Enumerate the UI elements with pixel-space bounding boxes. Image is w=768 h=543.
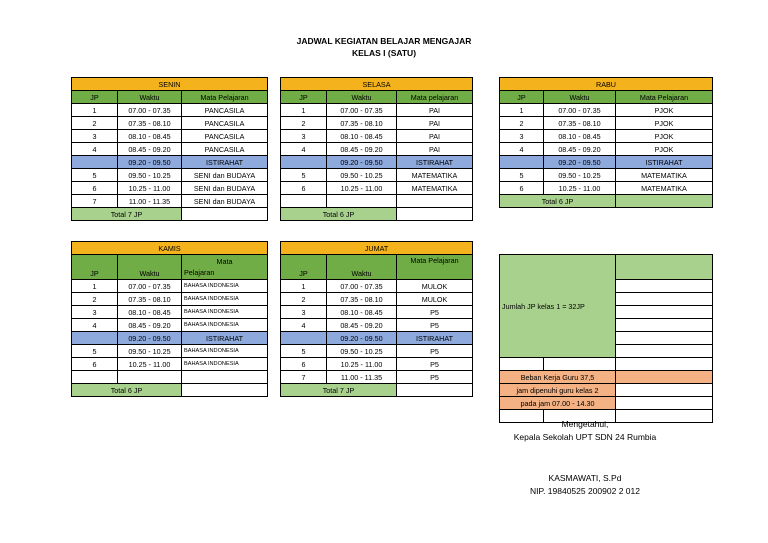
class-subtitle: KELAS I (SATU) (351, 48, 417, 58)
table-row: 6 10.25 - 11.00 P5 (281, 358, 473, 371)
table-row: 7 11.00 - 11.35 SENI dan BUDAYA (72, 195, 268, 208)
table-row: 3 08.10 - 08.45 PANCASILA (72, 130, 268, 143)
table-row: 1 07.00 - 07.35 MULOK (281, 280, 473, 293)
table-row: 7 11.00 - 11.35 P5 (281, 371, 473, 384)
day-header-rabu: RABU (500, 78, 713, 91)
total-rabu: Total 6 JP (500, 195, 616, 208)
beban-line-3: pada jam 07.00 - 14.30 (500, 397, 616, 410)
col-mapel: Mata Pelajaran (182, 91, 268, 104)
beban-line-1: Beban Kerja Guru 37,5 (500, 371, 616, 384)
table-row: 3 08.10 - 08.45 BAHASA INDONESIA (72, 306, 268, 319)
table-row: 4 08.45 - 09.20 PJOK (500, 143, 713, 156)
sig-name: KASMAWATI, S.Pd (548, 473, 622, 483)
summary-table (499, 254, 713, 423)
table-row: 1 07.00 - 07.35 BAHASA INDONESIA (72, 280, 268, 293)
break-row: 09.20 - 09.50 ISTIRAHAT (500, 156, 713, 169)
table-row: 3 08.10 - 08.45 P5 (281, 306, 473, 319)
sig-mengetahui: Mengetahui, (561, 419, 609, 429)
table-row: 2 07.35 - 08.10 MULOK (281, 293, 473, 306)
total-selasa: Total 6 JP (281, 208, 397, 221)
table-row: 3 08.10 - 08.45 PJOK (500, 130, 713, 143)
table-row: 5 09.50 - 10.25 MATEMATIKA (500, 169, 713, 182)
document-title: JADWAL KEGIATAN BELAJAR MENGAJAR (296, 36, 472, 46)
table-row: 4 08.45 - 09.20 PAI (281, 143, 473, 156)
table-row: 2 07.35 - 08.10 BAHASA INDONESIA (72, 293, 268, 306)
table-senin (71, 77, 268, 221)
sig-nip: NIP. 19840525 200902 2 012 (530, 486, 640, 496)
table-row: 4 08.45 - 09.20 PANCASILA (72, 143, 268, 156)
sig-position: Kepala Sekolah UPT SDN 24 Rumbia (513, 432, 657, 442)
table-row: 5 09.50 - 10.25 SENI dan BUDAYA (72, 169, 268, 182)
table-row: 4 08.45 - 09.20 BAHASA INDONESIA (72, 319, 268, 332)
table-row: 1 07.00 - 07.35 PANCASILA (72, 104, 268, 117)
table-row: 1 07.00 - 07.35 PJOK (500, 104, 713, 117)
table-row: 2 07.35 - 08.10 PJOK (500, 117, 713, 130)
table-row: 6 10.25 - 11.00 SENI dan BUDAYA (72, 182, 268, 195)
table-kamis: KAMIS JP Waktu Mata Pelajaran 1 07.00 - 07.35 BAHASA INDONESIA 2 07.35 - 08.10 BAHASA INDONESIA 3 08.10 - 08.45 BAHASA INDONESIA 4 08.45 - 09.20 BAHASA INDONESIA 09.20 - 09.50 ISTIRAHAT 5 09.50 - 10.25 BAHASA INDONESIA 6 10.25 - 11.00 BAHASA INDONESIA Total 6 JP (71, 241, 268, 397)
jp-summary: Jumlah JP kelas 1 = 32JP (500, 255, 616, 358)
total-kamis: Total 6 JP (72, 384, 182, 397)
table-row: 5 09.50 - 10.25 P5 (281, 345, 473, 358)
col-jp: JP (72, 91, 118, 104)
table-row: 6 10.25 - 11.00 BAHASA INDONESIA (72, 358, 268, 371)
table-row: 3 08.10 - 08.45 PAI (281, 130, 473, 143)
day-header-jumat: JUMAT (281, 242, 473, 255)
day-header-selasa: SELASA (281, 78, 473, 91)
table-row: 5 09.50 - 10.25 MATEMATIKA (281, 169, 473, 182)
table-selasa: SELASA JP Waktu Mata pelajaran 1 07.00 - 07.35 PAI 2 07.35 - 08.10 PAI 3 08.10 - 08.45 PAI 4 08.45 - 09.20 PAI 09.20 - 09.50 ISTIRAHAT 5 09.50 - 10.25 MATEMATIKA 6 10.25 - 11.00 MATEMATIKA Total 6 JP (280, 77, 473, 221)
table-row: 5 09.50 - 10.25 BAHASA INDONESIA (72, 345, 268, 358)
day-header-kamis: KAMIS (72, 242, 268, 255)
table-row: 6 10.25 - 11.00 MATEMATIKA (500, 182, 713, 195)
break-row: 09.20 - 09.50 ISTIRAHAT (72, 156, 268, 169)
break-row: 09.20 - 09.50 ISTIRAHAT (281, 332, 473, 345)
table-row: 2 07.35 - 08.10 PANCASILA (72, 117, 268, 130)
total-senin: Total 7 JP (72, 208, 182, 221)
table-row: 2 07.35 - 08.10 PAI (281, 117, 473, 130)
table-row: 6 10.25 - 11.00 MATEMATIKA (281, 182, 473, 195)
day-header-senin: SENIN (72, 78, 268, 91)
total-jumat: Total 7 JP (281, 384, 397, 397)
table-row: 1 07.00 - 07.35 PAI (281, 104, 473, 117)
break-row: 09.20 - 09.50 ISTIRAHAT (72, 332, 268, 345)
table-row: 4 08.45 - 09.20 P5 (281, 319, 473, 332)
break-row: 09.20 - 09.50 ISTIRAHAT (281, 156, 473, 169)
col-waktu: Waktu (118, 91, 182, 104)
table-jumat: JUMAT JP Waktu Mata Pelajaran 1 07.00 - 07.35 MULOK 2 07.35 - 08.10 MULOK 3 08.10 - 08.45 P5 4 08.45 - 09.20 P5 09.20 - 09.50 ISTIRAHAT 5 09.50 - 10.25 P5 6 10.25 - 11.00 P5 7 11.00 - 11.35 P5 Total 7 JP (280, 241, 473, 397)
table-rabu: RABU JP Waktu Mata Pelajaran 1 07.00 - 07.35 PJOK 2 07.35 - 08.10 PJOK 3 08.10 - 08.45 PJOK 4 08.45 - 09.20 PJOK 09.20 - 09.50 ISTIRAHAT 5 09.50 - 10.25 MATEMATIKA 6 10.25 - 11.00 MATEMATIKA Total 6 JP (499, 77, 713, 208)
beban-line-2: jam dipenuhi guru kelas 2 (500, 384, 616, 397)
